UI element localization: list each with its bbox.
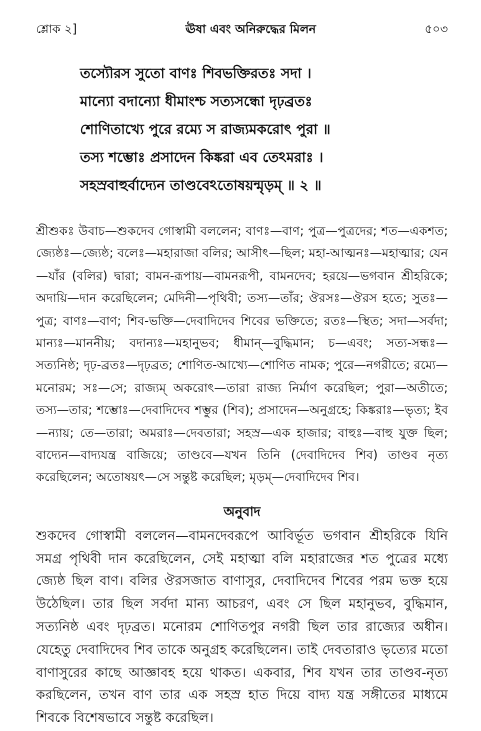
verse-line: শোণিতাখ্যে পুরে রম্যে স রাজ্যমকরোৎ পুরা ॥ [80, 122, 331, 138]
sanskrit-verse [80, 60, 448, 200]
word-for-word-synonyms: শ্রীশুকঃ উবাচ—শুকদেব গোস্বামী বললেন; বাণঃ—বাণ; পুত্র—পুত্রদের; শত—একশত; জ্যেষ্ঠঃ—জ্যেষ্ঠ; বলেঃ—মহারাজা বলির; আসীৎ—ছিল; মহা-আত্মনঃ—মহাত্মার; যেন—যাঁর (বলির) দ্বারা; বামন-রূপায়—বামনরূপী, বামনদেব; হরয়ে—ভগবান শ্রীহরিকে; অদায়ি—দান করেছিলেন; মেদিনী—পৃথিবী; তস্য—তাঁর; ঔরসঃ—ঔরস হতে; সুতঃ—পুত্র; বাণঃ—বাণ; শিব-ভক্তি—দেবাদিদেব শিবের ভক্তিতে; রতঃ—স্থিত; সদা—সর্বদা; মান্যঃ—মাননীয়; বদান্যঃ—মহানুভব; ধীমান্—বুদ্ধিমান; চ—এবং; সত্য-সন্ধঃ—সত্যনিষ্ঠ; দৃঢ়-ব্রতঃ—দৃঢ়ব্রত; শোণিত-আখ্যে—শোণিত নামক; পুরে—নগরীতে; রম্যে—মনোরম; সঃ—সে; রাজ্যম্ অকরোৎ—তারা রাজ্য নির্মাণ করেছিল; পুরা—অতীতে; তস্য—তার; শম্ভোঃ—দেবাদিদেব শম্ভুর (শিব); প্রসাদেন—অনুগ্রহে; কিঙ্করাঃ—ভৃত্য; ইব—ন্যায়; তে—তারা; অমরাঃ—দেবতারা; সহস্র—এক হাজার; বাহুঃ—বাহু যুক্ত ছিল; বাদ্যেন—বাদ্যযন্ত্র বাজিয়ে; তাণ্ডবে—যখন তিনি (দেবাদিদেব শিব) তাণ্ডব নৃত্য করেছিলেন; অতোষয়ৎ—সে সন্তুষ্ট করেছিল; মৃড়ম্—দেবাদিদেব শিব। [36, 224, 448, 485]
translation-text: শুকদেব গোস্বামী বললেন—বামনদেবরূপে আবির্ভূত ভগবান শ্রীহরিকে যিনি সমগ্র পৃথিবী দান করেছিলেন, সেই মহাত্মা বলি মহারাজের শত পুত্রের মধ্যে জ্যেষ্ঠ ছিল বাণ। বলির ঔরসজাত বাণাসুর, দেবাদিদেব শিবের পরম ভক্ত হয়ে উঠেছিল। তার ছিল সর্বদা মান্য আচরণ, এবং সে ছিল মহানুভব, বুদ্ধিমান, সত্যনিষ্ঠ এবং দৃঢ়ব্রত। মনোরম শোণিতপুর নগরী ছিল তার রাজ্যের অধীন। যেহেতু দেবাদিদেব শিব তাকে অনুগ্রহ করেছিলেন। তাই দেবতারাও ভৃত্যের মতো বাণাসুরের কাছে আজ্ঞাবহ হয়ে থাকত। একবার, শিব যখন তার তাণ্ডব-নৃত্য করছিলেন, তখন বাণ তার এক সহস্র হাত দিয়ে বাদ্য যন্ত্র সঙ্গীতের মাধ্যমে শিবকে বিশেষভাবে সন্তুষ্ট করেছিল। [36, 528, 448, 727]
page-header [36, 20, 448, 42]
header-chapter-title: ঊষা এবং অনিরুদ্ধের মিলন [185, 22, 316, 36]
header-verse-ref: শ্লোক ২] [36, 22, 77, 36]
book-page [36, 20, 448, 731]
verse-line: তস্য শম্ভোঃ প্রসাদেন কিঙ্করা এব তেঽমরাঃ । [80, 150, 324, 166]
verse-line: সহস্রবাহুর্বাদ্যেন তাণ্ডবেঽতোষয়ন্মৃড়ম্ ॥ ২ ॥ [80, 178, 322, 194]
translation-heading: অনুবাদ [223, 504, 261, 520]
verse-line: মান্যো বদান্যো ধীমাংশ্চ সত্যসন্ধো দৃঢ়ব্রতঃ [80, 94, 313, 110]
verse-line: তস্যৌরস সুতো বাণঃ শিবভক্তিরতঃ সদা । [80, 66, 312, 82]
header-page-number: ৫০৩ [424, 22, 448, 36]
